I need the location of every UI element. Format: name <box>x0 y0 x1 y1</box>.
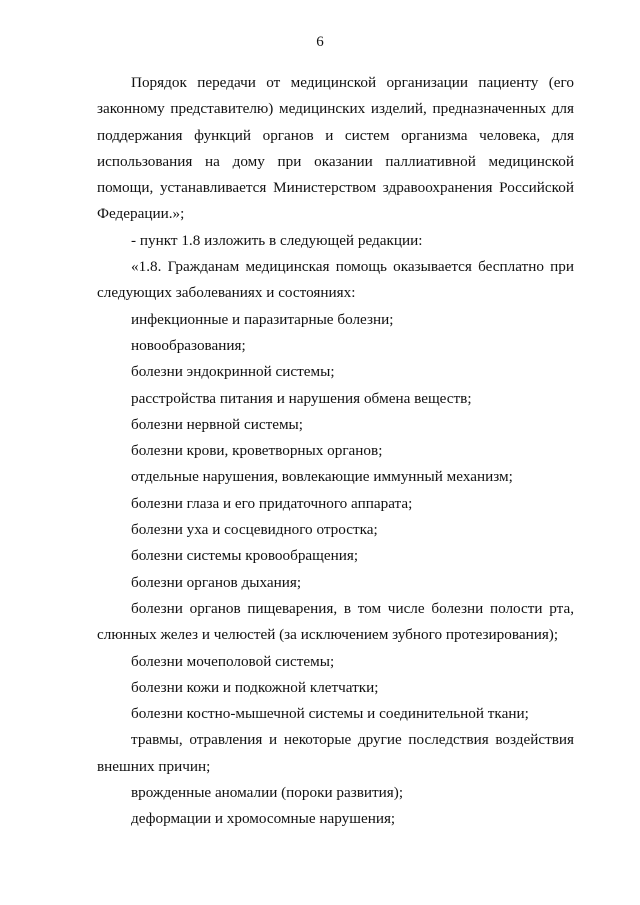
list-item: болезни нервной системы; <box>131 415 303 433</box>
list-item: болезни уха и сосцевидного отростка; <box>131 521 378 539</box>
paragraph-amendment-intro: - пункт 1.8 изложить в следующей редакции: <box>131 231 423 249</box>
list-item: расстройства питания и нарушения обмена веществ; <box>131 389 472 407</box>
list-item: врожденные аномалии (пороки развития); <box>131 784 404 802</box>
list-item: болезни органов дыхания; <box>131 573 302 591</box>
document-body <box>97 70 574 833</box>
list-item: болезни кожи и подкожной клетчатки; <box>131 678 379 696</box>
paragraph-item-1-8: «1.8. Гражданам медицинская помощь оказывается бесплатно при следующих заболеваниях и состояниях: <box>97 258 574 302</box>
list-item: болезни эндокринной системы; <box>131 363 335 381</box>
list-item: болезни костно-мышечной системы и соединительной ткани; <box>131 705 529 723</box>
list-item: деформации и хромосомные нарушения; <box>131 810 396 828</box>
list-item: инфекционные и паразитарные болезни; <box>131 310 394 328</box>
list-item: болезни мочеполовой системы; <box>131 652 335 670</box>
page-number: 6 <box>316 34 324 50</box>
list-item: новообразования; <box>131 336 246 354</box>
list-item: болезни системы кровообращения; <box>131 547 359 565</box>
paragraph-medical-devices-procedure: Порядок передачи от медицинской организации пациенту (его законному представителю) медицинских изделий, предназначенных для поддержания функций органов и систем организма человека, для использования на дому при оказании паллиативной медицинской помощи, устанавливается Министерством здравоохранения Российской Федерации.»; <box>97 74 574 223</box>
list-item: травмы, отравления и некоторые другие последствия воздействия внешних причин; <box>97 731 574 775</box>
list-item: болезни глаза и его придаточного аппарата; <box>131 494 413 512</box>
list-item: болезни крови, кроветворных органов; <box>131 442 383 460</box>
list-item: отдельные нарушения, вовлекающие иммунный механизм; <box>131 468 513 486</box>
list-item: болезни органов пищеварения, в том числе болезни полости рта, слюнных желез и челюстей (за исключением зубного протезирования); <box>97 599 574 644</box>
